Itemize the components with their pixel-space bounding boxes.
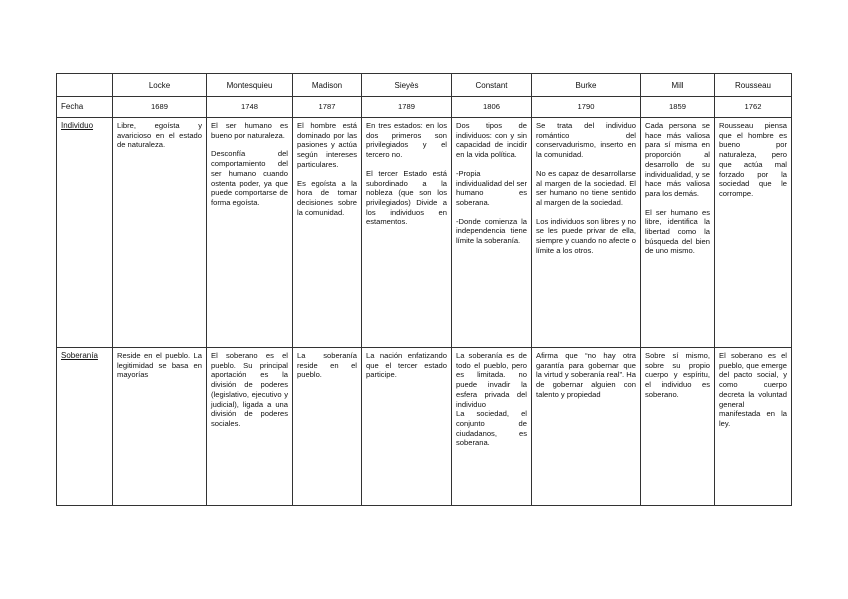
header-row	[57, 74, 792, 97]
individuo-madison	[293, 118, 362, 348]
individuo-sieyes	[362, 118, 452, 348]
individuo-burke-p1: Se trata del individuo romántico del conservadurismo, inserto en la comunidad.	[536, 121, 636, 160]
soberania-constant-p2: La sociedad, el conjunto de ciudadanos, es soberana.	[456, 409, 527, 448]
fecha-burke: 1790	[532, 97, 641, 118]
fecha-mill: 1859	[641, 97, 715, 118]
header-cell-madison: Madison	[293, 74, 362, 97]
header-cell-burke: Burke	[532, 74, 641, 97]
header-cell-rousseau: Rousseau	[715, 74, 792, 97]
individuo-sieyes-p1: En tres estados: en los dos primeros son privilegiados y el tercero no.	[366, 121, 447, 160]
soberania-constant	[452, 348, 532, 506]
individuo-constant-p3: -Donde comienza la independencia tiene límite la soberanía.	[456, 216, 527, 246]
soberania-montesquieu: El soberano es el pueblo. Su principal aportación es la división de poderes (legislativo, ejecutivo y judicial), ligada a una división de poderes sociales.	[207, 348, 293, 506]
comparison-table	[56, 73, 792, 506]
individuo-sieyes-p2: El tercer Estado está subordinado a la nobleza (que son los privilegiados) Divide a los individuos en estamentos.	[366, 168, 447, 227]
soberania-mill: Sobre sí mismo, sobre su propio cuerpo y espíritu, el individuo es soberano.	[641, 348, 715, 506]
individuo-label: Individuo	[57, 118, 113, 348]
header-cell-empty	[57, 74, 113, 97]
header-cell-sieyes: Sieyès	[362, 74, 452, 97]
soberania-madison: La soberanía reside en el pueblo.	[293, 348, 362, 506]
individuo-constant-p2: -Propia individualidad del ser humano es soberana.	[456, 168, 527, 207]
individuo-mill-p2: El ser humano es libre, identifica la libertad como la búsqueda del bien de uno mismo.	[645, 207, 710, 256]
soberania-row	[57, 348, 792, 506]
individuo-montesquieu-p2: Desconfía del comportamiento del ser humano cuando ostenta poder, ya que puede comportarse de forma egoísta.	[211, 149, 288, 207]
soberania-sieyes: La nación enfatizando que el tercer estado participe.	[362, 348, 452, 506]
individuo-burke-p3: Los individuos son libres y no se les puede privar de ella, siempre y cuando no afecte o límite a los otros.	[536, 216, 636, 255]
header-cell-montesquieu: Montesquieu	[207, 74, 293, 97]
individuo-montesquieu-p1: El ser humano es bueno por naturaleza.	[211, 121, 288, 140]
fecha-locke: 1689	[113, 97, 207, 118]
fecha-label: Fecha	[57, 97, 113, 118]
individuo-constant-p1: Dos tipos de individuos: con y sin capacidad de incidir en la vida política.	[456, 121, 527, 160]
fecha-row	[57, 97, 792, 118]
individuo-locke: Libre, egoísta y avaricioso en el estado de naturaleza.	[113, 118, 207, 348]
soberania-rousseau: El soberano es el pueblo, que emerge del pacto social, y como cuerpo decreta la voluntad general manifestada en la ley.	[715, 348, 792, 506]
individuo-madison-p1: El hombre está dominado por las pasiones y actúa según intereses particulares.	[297, 121, 357, 169]
fecha-constant: 1806	[452, 97, 532, 118]
individuo-constant	[452, 118, 532, 348]
soberania-burke: Afirma que “no hay otra garantía para gobernar que la virtud y soberanía real”. Ha de gobernar alguien con talento y propiedad	[532, 348, 641, 506]
individuo-burke-p2: No es capaz de desarrollarse al margen de la sociedad. El ser humano no tiene sentido al margen de la sociedad.	[536, 168, 636, 207]
individuo-madison-p2: Es egoísta a la hora de tomar decisiones sobre la comunidad.	[297, 178, 357, 217]
fecha-montesquieu: 1748	[207, 97, 293, 118]
header-cell-mill: Mill	[641, 74, 715, 97]
individuo-row	[57, 118, 792, 348]
fecha-sieyes: 1789	[362, 97, 452, 118]
header-cell-constant: Constant	[452, 74, 532, 97]
fecha-madison: 1787	[293, 97, 362, 118]
header-cell-locke: Locke	[113, 74, 207, 97]
individuo-mill	[641, 118, 715, 348]
soberania-locke: Reside en el pueblo. La legitimidad se basa en mayorías	[113, 348, 207, 506]
soberania-label: Soberanía	[57, 348, 113, 506]
individuo-mill-p1: Cada persona se hace más valiosa para sí misma en proporción al desarrollo de su individualidad, y se hace más valiosa para los demás.	[645, 121, 710, 198]
fecha-rousseau: 1762	[715, 97, 792, 118]
soberania-constant-p1: La soberanía es de todo el pueblo, pero es limitada. no puede invadir la esfera privada del individuo	[456, 351, 527, 409]
individuo-burke	[532, 118, 641, 348]
individuo-rousseau: Rousseau piensa que el hombre es bueno por naturaleza, pero que actúa mal forzado por la sociedad que le corrompe.	[715, 118, 792, 348]
individuo-montesquieu	[207, 118, 293, 348]
